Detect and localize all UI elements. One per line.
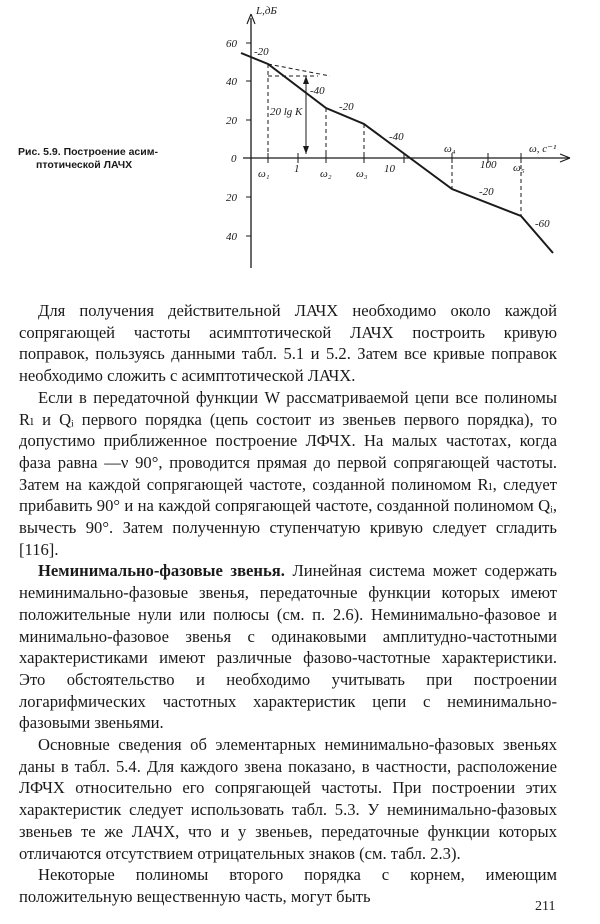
x-tick-label: ω₃ [356, 168, 368, 180]
paragraph [19, 560, 557, 734]
slope-label: -20 [479, 186, 494, 198]
y-tick-label: 40 [226, 76, 237, 88]
slope-label: -20 [254, 46, 269, 58]
x-tick-label: ω₅ [513, 162, 525, 174]
caption-line-2: птотической ЛАЧХ [36, 159, 133, 171]
slope-label: -40 [389, 131, 404, 143]
paragraph: Некоторые полиномы второго порядка с корнем, имеющим положительную вещественную часть, могут быть [19, 865, 557, 906]
body-text [19, 300, 557, 908]
lachh-asymptote-line [241, 53, 553, 253]
x-tick-label: 10 [384, 163, 395, 175]
y-tick-label: 40 [226, 231, 237, 243]
x-tick-label: ω₂ [320, 168, 332, 180]
y-tick-label: 0 [231, 153, 237, 165]
x-tick-label: ω₁ [258, 168, 270, 180]
lachh-chart [0, 0, 600, 290]
gain-label: 20 lg K [270, 106, 303, 118]
x-tick-label: 100 [480, 159, 497, 171]
paragraph: Если в передаточной функции W рассматриваемой цепи все полиномы Rₗ и Qᵢ первого порядка (цепь состоит из звеньев первого порядка), то допустимо приближенное построение ЛФЧХ. На малых частотах, когда фаза равна —ν 90°, проводится прямая до первой сопрягающей частоты. Затем на каждой сопрягающей частоте, созданной полиномом Rₗ, следует прибавить 90° и на каждой сопрягающей частоте, созданной полиномом Qᵢ, вычесть 90°. Затем полученную ступенчатую кривую следует сгладить [116]. [19, 387, 557, 559]
y-tick-label: 20 [226, 192, 237, 204]
paragraph-text: Линейная система может содержать неминимально-фазовые звенья, передаточные функции которых имеют положительные нули или полюсы (см. п. 2.6). Неминимально-фазовое и минимально-фазовое звенья с одинаковыми амплитудно-частотными характеристиками имеют различные фазово-частотные характеристики. Это обстоятельство и необходимо учитывать при построении логарифмических частотных характеристик цепи с неминимально-фазовыми звеньями. [19, 561, 557, 733]
y-tick-marks [246, 43, 251, 236]
x-axis-label: ω, с⁻¹ [529, 143, 557, 155]
slope-label: -40 [310, 85, 325, 97]
page-number: 211 [535, 899, 556, 914]
y-tick-label: 20 [226, 115, 237, 127]
paragraph: Для получения действительной ЛАЧХ необходимо около каждой сопрягающей частоты асимптотической ЛАЧХ построить кривую поправок, пользуясь данными табл. 5.1 и 5.2. Затем все кривые поправок необходимо сложить с асимптотической ЛАЧХ. [19, 301, 557, 386]
x-tick-label: 1 [294, 163, 300, 175]
caption-line-1: Рис. 5.9. Построение асим- [18, 146, 158, 158]
section-heading: Неминимально-фазовые звенья. [38, 561, 285, 581]
y-tick-label: 60 [226, 38, 237, 50]
slope-label: -20 [339, 101, 354, 113]
paragraph: Основные сведения об элементарных неминимально-фазовых звеньях даны в табл. 5.4. Для каждого звена показано, в частности, расположение ЛФЧХ относительно его сопрягающей частоты. При построении этих характеристик следует использовать табл. 5.3. У неминимально-фазовых звеньев те же ЛАЧХ, что и у звеньев, передаточные функции которых отличаются отсутствием отрицательных знаков (см. табл. 2.3). [19, 735, 557, 863]
y-axis-label: L,дБ [256, 5, 277, 17]
slope-label: -60 [535, 218, 550, 230]
x-tick-label: ω₄ [444, 143, 456, 155]
